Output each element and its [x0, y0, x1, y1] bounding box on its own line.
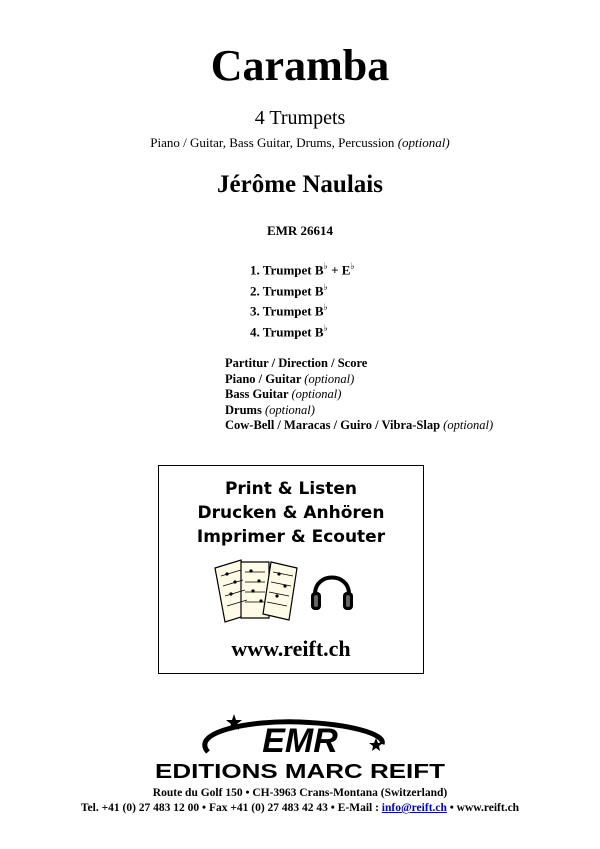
- sheet-music-icon: [211, 556, 303, 624]
- part-item: 4. Trumpet B♭: [250, 322, 328, 339]
- score-subtitle: 4 Trumpets: [254, 107, 346, 129]
- logo-name-text: EDITIONS MARC REIFT: [155, 761, 445, 783]
- print-listen-box: [158, 465, 424, 674]
- instrumentation-line: [0, 134, 600, 152]
- contact-phone-fax: Tel. +41 (0) 27 483 12 00 • Fax +41 (0) 27 483 42 43 • E-Mail :: [80, 802, 382, 814]
- headphones-icon: [309, 564, 355, 616]
- emr-publisher-logo: [150, 712, 450, 784]
- parts-list: [250, 256, 355, 338]
- part-item: 2. Trumpet B♭: [250, 281, 328, 298]
- part-item: 1. Trumpet B♭ + E♭: [250, 261, 355, 278]
- logo-mark-text: EMR: [262, 722, 338, 760]
- additional-parts-list: [225, 356, 493, 434]
- score-title: Caramba: [210, 41, 390, 90]
- email-link[interactable]: info@reift.ch: [381, 802, 447, 814]
- part-item: 3. Trumpet B♭: [250, 302, 328, 319]
- catalog-number: EMR 26614: [266, 223, 334, 238]
- promo-website-url[interactable]: www.reift.ch: [231, 636, 351, 661]
- promo-line-english: Print & Listen: [224, 479, 358, 499]
- extra-part-item: Cow-Bell / Maracas / Guiro / Vibra-Slap (optional): [225, 418, 494, 432]
- publisher-address: Route du Golf 150 • CH-3963 Crans-Montana (Switzerland): [152, 787, 448, 799]
- instrumentation-optional: (optional): [397, 135, 450, 150]
- extra-part-item: Partitur / Direction / Score: [225, 356, 368, 370]
- instrumentation-main: Piano / Guitar, Bass Guitar, Drums, Percussion: [150, 135, 398, 150]
- publisher-contact: [0, 801, 600, 815]
- extra-part-item: Drums (optional): [225, 402, 315, 417]
- promo-line-german: Drucken & Anhören: [197, 503, 385, 523]
- extra-part-item: Piano / Guitar (optional): [225, 371, 355, 386]
- promo-line-french: Imprimer & Ecouter: [196, 527, 386, 547]
- contact-website: • www.reift.ch: [446, 802, 520, 814]
- composer-name: Jérôme Naulais: [217, 171, 383, 198]
- extra-part-item: Bass Guitar (optional): [225, 387, 342, 401]
